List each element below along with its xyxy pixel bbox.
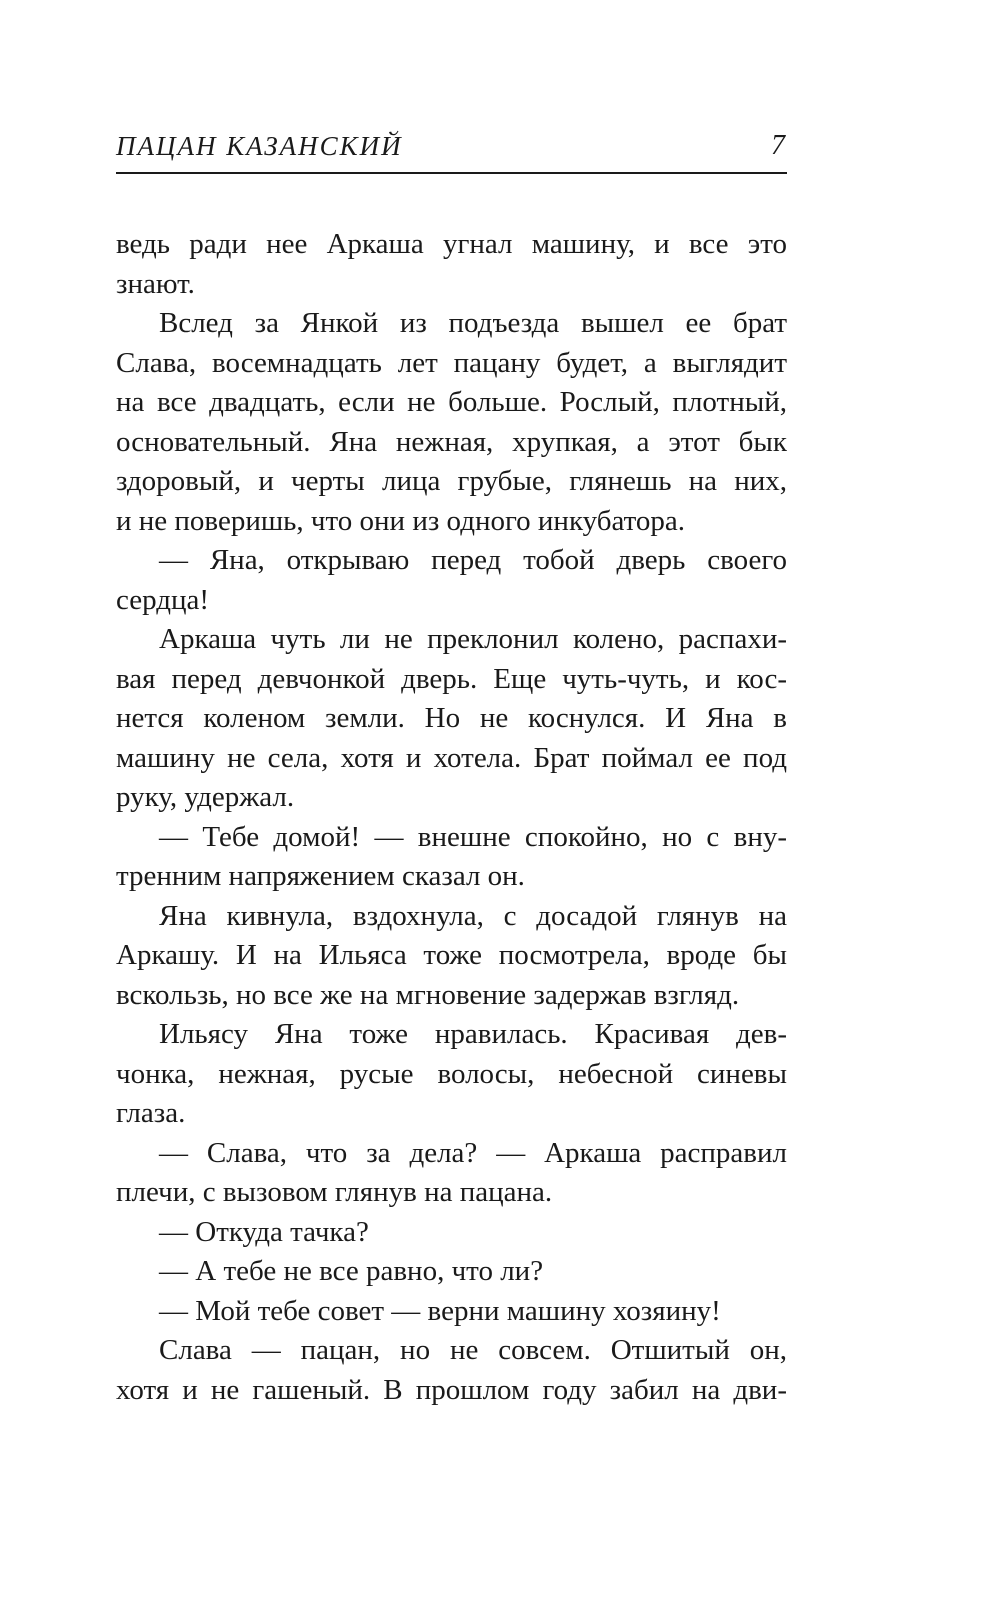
text-line: — Яна, открываю перед тобой дверь своего	[159, 544, 787, 576]
text-line: Аркаша чуть ли не преклонил колено, распахи-	[159, 623, 787, 655]
text-line: Аркашу. И на Ильяса тоже посмотрела, вроде бы	[116, 939, 787, 971]
text-line: знают.	[116, 267, 195, 300]
running-header	[116, 128, 787, 174]
text-line: руку, удержал.	[116, 781, 295, 813]
text-line: на все двадцать, если не больше. Рослый, плотный,	[116, 386, 787, 418]
text-line: сердца!	[116, 583, 210, 616]
text-line: Вслед за Янкой из подъезда вышел ее брат	[159, 307, 787, 339]
page-number: 7	[771, 130, 785, 161]
text-line: вскользь, но все же на мгновение задержав взгляд.	[116, 978, 740, 1011]
text-line: — А тебе не все равно, что ли?	[159, 1255, 544, 1287]
text-line: — Тебе домой! — внешне спокойно, но с вну-	[159, 820, 787, 853]
text-line: хотя и не гашеный. В прошлом году забил на дви-	[116, 1373, 787, 1406]
text-line: чонка, нежная, русые волосы, небесной синевы	[116, 1057, 787, 1090]
text-line: тренним напряжением сказал он.	[116, 860, 525, 892]
running-title: ПАЦАН КАЗАНСКИЙ	[116, 131, 403, 161]
text-line: плечи, с вызовом глянув на пацана.	[116, 1176, 553, 1208]
text-line: глаза.	[116, 1097, 186, 1129]
text-line: основательный. Яна нежная, хрупкая, а этот бык	[116, 425, 787, 458]
text-line: — Мой тебе совет — верни машину хозяину!	[159, 1294, 721, 1327]
body-text	[116, 225, 787, 1410]
text-line: Яна кивнула, вздохнула, с досадой глянув на	[159, 899, 787, 932]
text-line: нется коленом земли. Но не коснулся. И Яна в	[116, 702, 787, 734]
text-line: — Откуда тачка?	[159, 1215, 369, 1248]
text-line: — Слава, что за дела? — Аркаша расправил	[159, 1136, 787, 1169]
text-line: Слава — пацан, но не совсем. Отшитый он,	[159, 1334, 787, 1366]
text-line: Слава, восемнадцать лет пацану будет, а выглядит	[116, 346, 787, 379]
text-line: ведь ради нее Аркаша угнал машину, и все это	[116, 228, 787, 260]
text-line: здоровый, и черты лица грубые, глянешь на них,	[116, 465, 787, 497]
text-line: и не поверишь, что они из одного инкубатора.	[116, 504, 686, 537]
text-line: Ильясу Яна тоже нравилась. Красивая дев-	[159, 1018, 787, 1050]
text-line: машину не села, хотя и хотела. Брат поймал ее под	[116, 741, 787, 774]
text-line: вая перед девчонкой дверь. Еще чуть-чуть, и кос-	[116, 662, 787, 695]
